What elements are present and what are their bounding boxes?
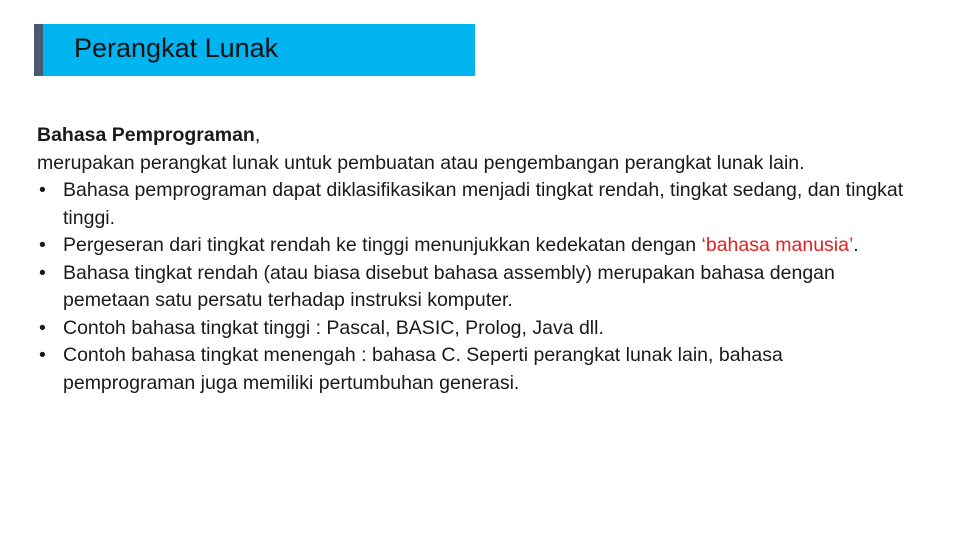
bullet-text-end: . <box>853 234 859 256</box>
bullet-item <box>37 315 917 343</box>
bullet-icon: • <box>39 261 46 284</box>
intro-comma: , <box>254 124 261 146</box>
bullet-text: Contoh bahasa tingkat menengah : bahasa C. Seperti perangkat lunak lain, bahasa pemprograman juga memiliki pertumbuhan generasi. <box>63 344 783 394</box>
bullet-text: Pergeseran dari tingkat rendah ke tinggi menunjukkan kedekatan dengan <box>63 234 697 256</box>
bullet-item <box>37 260 917 315</box>
slide-title: Perangkat Lunak <box>74 33 279 63</box>
bullet-item <box>37 342 917 397</box>
intro-term-line <box>37 122 917 150</box>
bullet-text: Contoh bahasa tingkat tinggi : Pascal, BASIC, Prolog, Java dll. <box>63 316 604 339</box>
bullet-icon: • <box>39 344 46 366</box>
bullet-icon: • <box>39 179 46 201</box>
bullet-icon: • <box>39 316 46 339</box>
title-accent-bar <box>34 24 43 76</box>
slide-content <box>37 122 917 397</box>
bullet-item <box>37 232 917 260</box>
bullet-item <box>37 177 917 232</box>
intro-text: merupakan perangkat lunak untuk pembuatan atau pengembangan perangkat lunak lain. <box>37 151 805 174</box>
intro-term: Bahasa Pemprograman <box>37 124 255 146</box>
bullet-text: Bahasa pemprograman dapat diklasifikasikan menjadi tingkat rendah, tingkat sedang, dan tingkat tinggi. <box>63 179 904 229</box>
title-banner <box>34 24 475 76</box>
highlight-text: ‘bahasa manusia’ <box>701 234 854 256</box>
bullet-list <box>37 177 917 397</box>
bullet-icon: • <box>39 234 46 256</box>
bullet-text: Bahasa tingkat rendah (atau biasa disebut bahasa assembly) merupakan bahasa dengan pemetaan satu persatu terhadap instruksi komputer. <box>63 261 835 311</box>
